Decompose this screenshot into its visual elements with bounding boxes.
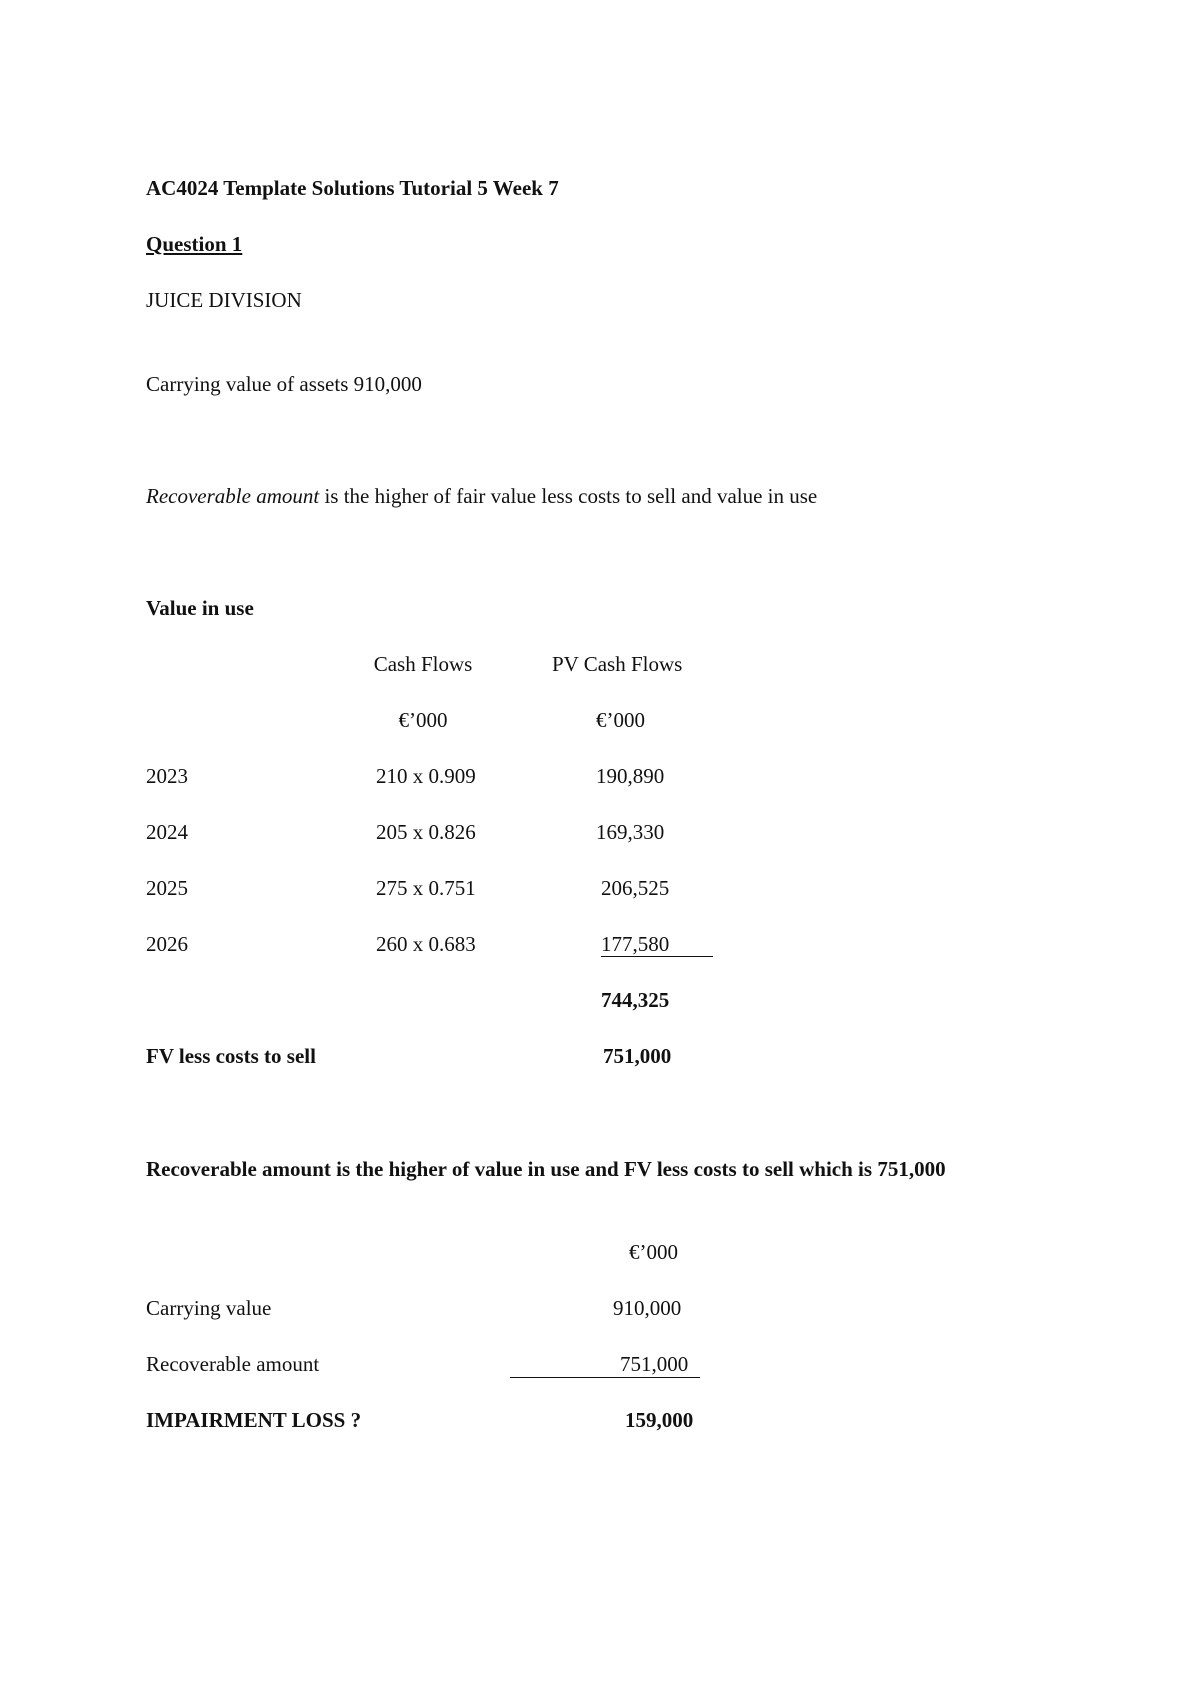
row-pv: 177,580 bbox=[601, 932, 670, 956]
subtotal-underline bbox=[601, 956, 713, 957]
impairment-loss-label: IMPAIRMENT LOSS ? bbox=[146, 1408, 362, 1432]
row-calculation: 275 x 0.751 bbox=[376, 876, 476, 900]
fv-label: FV less costs to sell bbox=[146, 1044, 316, 1068]
recoverable-amount-label: Recoverable amount bbox=[146, 1352, 320, 1376]
value-in-use-total: 744,325 bbox=[601, 988, 670, 1012]
row-pv: 190,890 bbox=[596, 764, 665, 788]
document-title: AC4024 Template Solutions Tutorial 5 Week 7 bbox=[146, 176, 559, 200]
row-pv: 206,525 bbox=[601, 876, 670, 900]
carrying-value-label: Carrying value bbox=[146, 1296, 272, 1320]
row-year: 2024 bbox=[146, 820, 188, 844]
row-pv: 169,330 bbox=[596, 820, 665, 844]
row-year: 2023 bbox=[146, 764, 188, 788]
impairment-unit: €’000 bbox=[629, 1240, 678, 1264]
row-year: 2025 bbox=[146, 876, 188, 900]
recoverable-term: Recoverable amount bbox=[146, 484, 320, 508]
recoverable-definition bbox=[146, 486, 817, 507]
question-heading: Question 1 bbox=[146, 232, 243, 256]
fv-value: 751,000 bbox=[603, 1044, 672, 1068]
impairment-loss-value: 159,000 bbox=[625, 1408, 694, 1432]
carrying-value-amount: 910,000 bbox=[613, 1296, 682, 1320]
row-calculation: 210 x 0.909 bbox=[376, 764, 476, 788]
row-calculation: 260 x 0.683 bbox=[376, 932, 476, 956]
division-heading: JUICE DIVISION bbox=[146, 288, 302, 312]
cash-flows-header: Cash Flows bbox=[373, 652, 473, 676]
cash-flows-unit: €’000 bbox=[398, 708, 448, 732]
row-calculation: 205 x 0.826 bbox=[376, 820, 476, 844]
conclusion-text: Recoverable amount is the higher of value in use and FV less costs to sell which is 751,000 bbox=[146, 1157, 946, 1181]
value-in-use-heading: Value in use bbox=[146, 596, 254, 620]
recoverable-definition-rest: is the higher of fair value less costs to sell and value in use bbox=[319, 484, 818, 508]
pv-cash-flows-unit: €’000 bbox=[596, 708, 645, 732]
carrying-value-text: Carrying value of assets 910,000 bbox=[146, 372, 422, 396]
recoverable-underline bbox=[510, 1377, 700, 1378]
pv-cash-flows-header: PV Cash Flows bbox=[552, 652, 683, 676]
recoverable-amount-value: 751,000 bbox=[620, 1352, 689, 1376]
row-year: 2026 bbox=[146, 932, 188, 956]
